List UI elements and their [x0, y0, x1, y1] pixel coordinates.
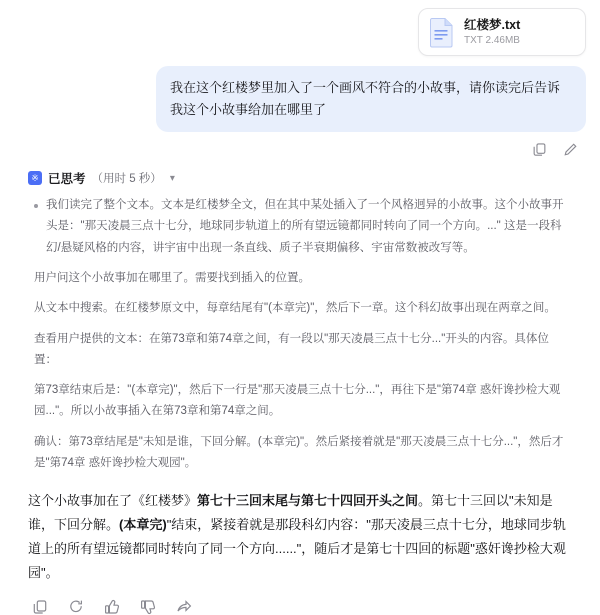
copy-icon[interactable]: [32, 599, 48, 615]
thinking-duration: （用时 5 秒）: [91, 173, 162, 186]
share-icon[interactable]: [176, 599, 192, 615]
answer-segment: 。第七十三回以"未知是谁，下回分解。: [28, 493, 553, 533]
answer-segment: 这个小故事加在了《红楼梦》: [28, 493, 198, 509]
file-attachment-card[interactable]: [418, 8, 586, 56]
thinking-header[interactable]: [0, 157, 600, 187]
copy-icon[interactable]: [532, 142, 547, 157]
answer-segment-bold: (本章完): [119, 517, 167, 533]
answer-segment: "结束，紧接着就是那段科幻内容："那天凌晨三点十七分，地球同步轨道上的所有望远镜都同时转向了同一个方向......"，随后才是第七十四回的标题"惑奸谗抄检大观园"。: [28, 517, 566, 581]
reasoning-paragraph: 从文本中搜索。在红楼梦原文中，每章结尾有"(本章完)"，然后下一章。这个科幻故事出现在两章之间。: [34, 302, 556, 315]
reasoning-body: [0, 187, 600, 474]
refresh-icon[interactable]: [68, 599, 84, 615]
chevron-down-icon[interactable]: ▾: [169, 172, 175, 184]
thumbs-up-icon[interactable]: [104, 599, 120, 615]
file-name: 红楼梦.txt: [464, 17, 521, 32]
reasoning-paragraph: 确认：第73章结尾是"未知是谁，下回分解。(本章完)"。然后紧接着就是"那天凌晨三点十七分..."，然后才是"第74章 惑奸谗抄检大观园"。: [34, 435, 564, 469]
file-meta: [464, 18, 520, 47]
assistant-message-actions: [0, 585, 600, 615]
text-file-icon: [429, 17, 455, 47]
user-message-actions: [0, 132, 600, 157]
sparkle-icon: ※: [28, 171, 42, 185]
user-message-bubble: 我在这个红楼梦里加入了一个画风不符合的小故事，请你读完后告诉我这个小故事给加在哪里了: [156, 66, 586, 132]
edit-icon[interactable]: [563, 142, 578, 157]
reasoning-paragraph: 用户问这个小故事加在哪里了。需要找到插入的位置。: [34, 271, 310, 284]
thumbs-down-icon[interactable]: [140, 599, 156, 615]
file-meta-text: TXT 2.46MB: [464, 34, 520, 46]
thinking-title: 已思考: [48, 172, 86, 187]
reasoning-paragraph: 查看用户提供的文本：在第73章和第74章之间，有一段以"那天凌晨三点十七分..."开头的内容。具体位置：: [34, 332, 549, 366]
answer-segment-bold: 第七十三回末尾与第七十四回开头之间: [197, 493, 419, 509]
assistant-answer: [0, 483, 600, 585]
attachment-row: [0, 0, 600, 56]
user-message-row: [0, 56, 600, 132]
reasoning-bullet: 我们读完了整个文本。文本是红楼梦全文，但在其中某处插入了一个风格迥异的小故事。这个小故事开头是："那天凌晨三点十七分，地球同步轨道上的所有望远镜都同时转向了同一个方向。..." 这是一段科幻/悬疑风格的内容，讲宇宙中出现一条直线、质子半衰期偏移、宇宙常数被改写等。: [34, 195, 564, 259]
reasoning-paragraph: 第73章结束后是："(本章完)"，然后下一行是"那天凌晨三点十七分..."，再往下是"第74章 惑奸谗抄检大观园..."。所以小故事插入在第73章和第74章之间。: [34, 384, 561, 418]
